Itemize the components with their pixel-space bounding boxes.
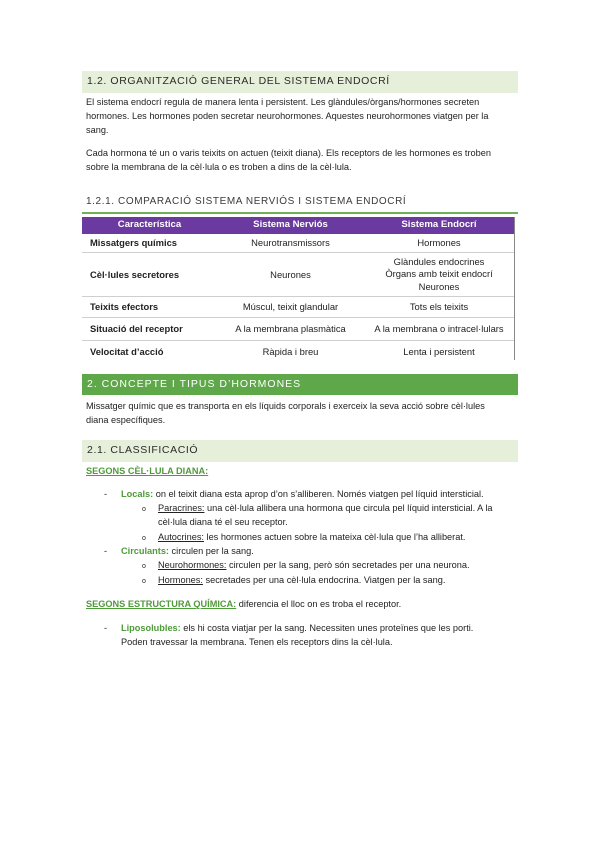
table-row <box>82 234 514 253</box>
table-cell: Lenta i persistent <box>403 346 475 358</box>
section-heading-2: 2. CONCEPTE I TIPUS D’HORMONES <box>82 374 518 395</box>
item-text: Poden travessar la membrana. Tenen els receptors dins la cèl·lula. <box>121 636 393 647</box>
item-text: on el teixit diana esta aprop d’on s’alliberen. Només viatgen pel líquid intersticial. <box>153 489 484 499</box>
table-cell: Hormones <box>364 234 514 253</box>
circle-bullet: o <box>142 578 146 585</box>
table-row <box>82 297 514 318</box>
table-row <box>82 253 514 297</box>
list-item-autocrines <box>158 531 465 545</box>
table-cell: Múscul, teixit glandular <box>217 297 364 318</box>
item-text: les hormones actuen sobre la mateixa cèl·lula que l’ha alliberat. <box>203 532 466 542</box>
text-line: sang. <box>86 124 109 135</box>
table-row <box>82 318 514 341</box>
list-item-circulants <box>121 545 254 559</box>
table-cell: A la membrana o intracel·lulars <box>364 318 514 341</box>
item-text: cèl·lula diana té el seu receptor. <box>158 516 288 527</box>
paragraph-endocrine-regulation <box>86 96 516 137</box>
table-cell: Situació del receptor <box>82 318 217 341</box>
item-text: circulen per la sang, però són secretades per una neurona. <box>226 560 470 570</box>
text-line: El sistema endocrí regula de manera lenta i persistent. Les glàndules/òrgans/hormones secreten <box>86 97 480 107</box>
list-item-hormones <box>158 574 445 588</box>
text-line: hormones. Les hormones poden secretar neurohormones. Aquestes neurohormones viatgen per la <box>86 110 489 121</box>
item-label: Liposolubles: <box>121 623 181 633</box>
item-label: Hormones: <box>158 575 203 585</box>
list-item-paracrines <box>158 502 518 530</box>
subheading-text: diferencia el lloc on es troba el receptor. <box>236 599 402 609</box>
list-item-locals <box>121 488 484 502</box>
item-text: els hi costa viatjar per la sang. Necessiten unes proteïnes que les porti. <box>180 623 474 633</box>
item-label: Paracrines: <box>158 503 205 513</box>
table-cell: A la membrana plasmàtica <box>217 318 364 341</box>
text-line: diana específiques. <box>86 414 166 425</box>
subheading-label: SEGONS ESTRUCTURA QUÍMICA: <box>86 599 237 609</box>
table-cell: Teixits efectors <box>82 297 217 318</box>
text-line: Missatger químic que es transporta en els líquids corporals i exerceix la seva acció sobre cèl·lules <box>86 401 485 411</box>
section-heading-1-2-1: 1.2.1. COMPARACIÓ SISTEMA NERVIÓS I SISTEMA ENDOCRÍ <box>82 191 518 214</box>
table-cell: Missatgers químics <box>82 234 217 253</box>
table-cell: Tots els teixits <box>364 297 514 318</box>
item-text: circulen per la sang. <box>169 546 254 556</box>
table-cell: Ràpida i breu <box>262 346 319 358</box>
section-heading-1-2: 1.2. ORGANITZACIÓ GENERAL DEL SISTEMA ENDOCRÍ <box>82 71 518 93</box>
dash-bullet: - <box>104 546 108 556</box>
circle-bullet: o <box>142 563 146 570</box>
paragraph-target-tissue <box>86 147 516 175</box>
table-cell: Velocitat d’acció <box>90 346 164 358</box>
cell-line: Glàndules endocrines <box>393 255 485 267</box>
paragraph-hormone-definition <box>86 400 516 428</box>
comparison-table <box>82 217 514 364</box>
section-heading-2-1: 2.1. CLASSIFICACIÓ <box>82 440 518 462</box>
subheading-chemical-structure <box>86 598 401 612</box>
table-header-cell: Característica <box>82 217 217 234</box>
item-label: Neurohormones: <box>158 560 227 570</box>
table-header-cell: Sistema Endocrí <box>364 217 514 234</box>
table-row <box>82 341 514 364</box>
table-cell: Cèl·lules secretores <box>82 253 217 297</box>
table-right-border <box>514 217 515 360</box>
text-line: sobre la membrana de la cèl·lula o es troben a dins de la cèl·lula. <box>86 161 352 172</box>
text-line: Cada hormona té un o varis teixits on actuen (teixit diana). Els receptors de les hormones es troben <box>86 148 491 158</box>
cell-line: Òrgans amb teixit endocrí <box>385 268 493 280</box>
dash-bullet: - <box>104 623 108 633</box>
subheading-label: SEGONS CÈL·LULA DIANA: <box>86 466 209 476</box>
item-label: Circulants: <box>121 546 169 556</box>
cell-line: Neurones <box>418 280 460 292</box>
dash-bullet: - <box>104 489 108 499</box>
item-label: Locals: <box>121 489 154 499</box>
item-label: Autocrines: <box>158 532 204 542</box>
list-item-liposolubles <box>121 622 517 650</box>
circle-bullet: o <box>142 535 146 542</box>
table-cell: Neurotransmissors <box>217 234 364 253</box>
table-header-row <box>82 217 514 234</box>
table-header-cell: Sistema Nerviós <box>217 217 364 234</box>
circle-bullet: o <box>142 506 146 513</box>
subheading-target-cell <box>86 465 208 479</box>
item-text: una cèl·lula allibera una hormona que circula pel líquid intersticial. A la <box>204 503 493 513</box>
table-cell-multiline <box>364 253 514 297</box>
item-text: secretades per una cèl·lula endocrina. Viatgen per la sang. <box>202 575 446 585</box>
table-cell: Neurones <box>217 253 364 297</box>
list-item-neurohormones <box>158 559 470 573</box>
